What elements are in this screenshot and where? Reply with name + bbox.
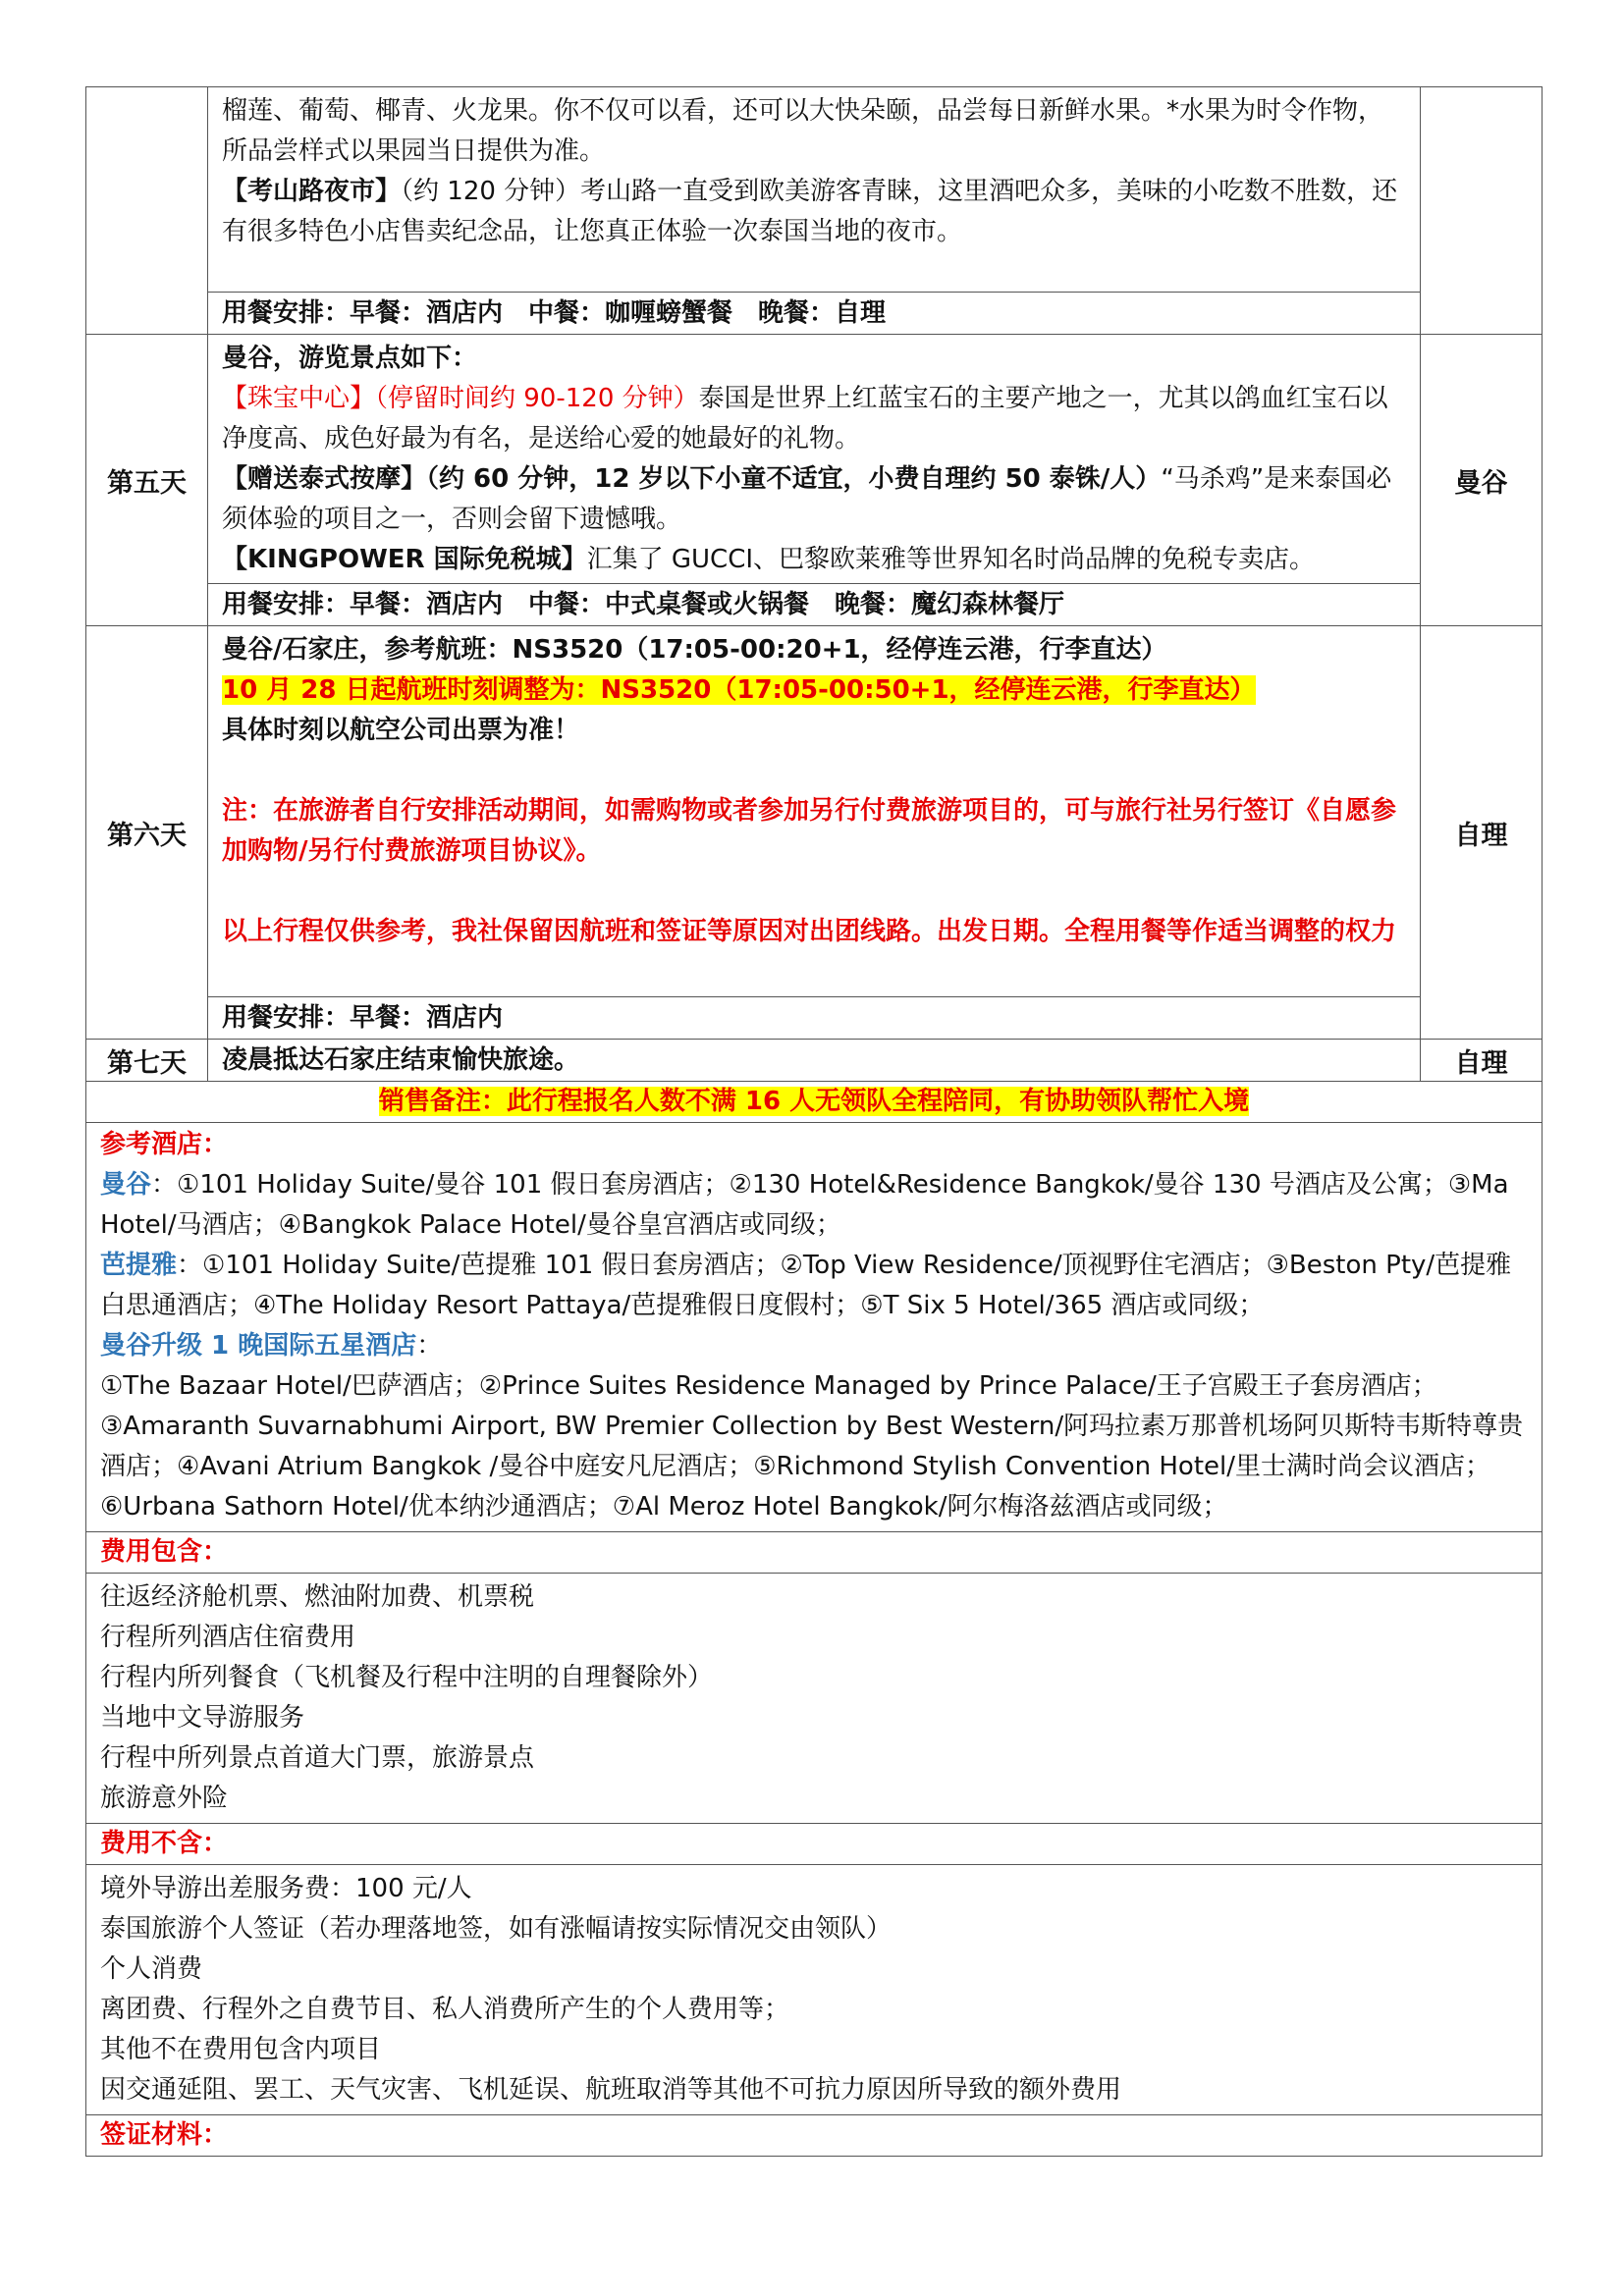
visa-section (85, 2115, 1543, 2157)
day5-meal: 用餐安排：早餐：酒店内 中餐：中式桌餐或火锅餐 晚餐：魔幻森林餐厅 (208, 583, 1420, 625)
pattaya-hotels-label: 芭提雅 (100, 1251, 178, 1280)
day7-stay: 自理 (1421, 1040, 1543, 1082)
day4-continuation-row (86, 87, 1543, 335)
day4-fruit-text: 榴莲、葡萄、椰青、火龙果。你不仅可以看，还可以大快朵颐，品尝每日新鲜水果。*水果为时令作物，所品尝样式以果园当日提供为准。 (222, 96, 1384, 166)
excluded-item: 离团费、行程外之自费节目、私人消费所产生的个人费用等； (100, 1995, 790, 2024)
day6-flight-change-line (222, 670, 1406, 711)
day4-content-cell (208, 87, 1421, 335)
upgrade-hotels-colon: ： (416, 1331, 443, 1361)
day6-flight: 曼谷/石家庄，参考航班：NS3520（17:05-00:20+1，经停连云港，行李直达） (222, 635, 1167, 665)
day5-massage-paragraph (222, 459, 1406, 540)
upgrade-hotels-list: ①The Bazaar Hotel/巴萨酒店；②Prince Suites Residence Managed by Prince Palace/王子宫殿王子套房酒店；③Amaranth Suvarnabhumi Airport, BW Premier Collection by Best Western/阿玛拉素万那普机场阿贝斯特韦斯特尊贵酒店；④Avani Atrium Bangkok /曼谷中庭安凡尼酒店；⑤Richmond Stylish Convention Hotel/里士满时尚会议酒店；⑥Urbana Sathorn Hotel/优本纳沙通酒店；⑦Al Meroz Hotel Bangkok/阿尔梅洛兹酒店或同级； (100, 1371, 1524, 1522)
day4-khaosan-paragraph (222, 172, 1406, 252)
massage-text: “马杀鸡”是来泰国必须体验的项目之一，否则会留下遗憾哦。 (222, 464, 1392, 534)
day6-disclaimer: 以上行程仅供参考，我社保留因航班和签证等原因对出团线路。出发日期。全程用餐等作适当调整的权力 (222, 917, 1397, 946)
included-title: 费用包含： (86, 1532, 1542, 1574)
excluded-item: 泰国旅游个人签证（若办理落地签，如有涨幅请按实际情况交由领队） (100, 1914, 893, 1944)
day7-row (86, 1040, 1543, 1082)
kingpower-text: 汇集了 GUCCI、巴黎欧莱雅等世界知名时尚品牌的免税专卖店。 (586, 545, 1316, 574)
kingpower-title: 【KINGPOWER 国际免税城】 (222, 545, 587, 574)
excluded-item: 其他不在费用包含内项目 (100, 2035, 382, 2064)
excluded-item: 境外导游出差服务费：100 元/人 (100, 1874, 472, 1903)
day6-content-cell (208, 626, 1421, 1040)
included-item: 行程中所列景点首道大门票，旅游景点 (100, 1743, 535, 1773)
day6-stay: 自理 (1421, 626, 1543, 1040)
included-item: 旅游意外险 (100, 1784, 229, 1813)
jewel-center-title: 【珠宝中心】（停留时间约 90-120 分钟） (222, 384, 699, 413)
visa-title: 签证材料： (100, 2120, 229, 2150)
day6-flight-note: 具体时刻以航空公司出票为准！ (222, 716, 580, 745)
day5-jewel-paragraph (222, 379, 1406, 459)
day4-stay-cell (1421, 87, 1543, 335)
massage-title: 【赠送泰式按摩】（约 60 分钟，12 岁以下小童不适宜，小费自理约 50 泰铢/人） (222, 464, 1162, 494)
day7-label: 第七天 (86, 1040, 208, 1082)
day6-row (86, 626, 1543, 1040)
upgrade-hotels-heading (100, 1326, 1528, 1366)
upgrade-hotels-label: 曼谷升级 1 晚国际五星酒店 (100, 1331, 417, 1361)
included-item: 行程所列酒店住宿费用 (100, 1623, 356, 1652)
khaosan-title: 【考山路夜市】 (222, 177, 402, 206)
bangkok-hotels-list: ：①101 Holiday Suite/曼谷 101 假日套房酒店；②130 Hotel&Residence Bangkok/曼谷 130 号酒店及公寓；③Ma Hotel/马酒店；④Bangkok Palace Hotel/曼谷皇宫酒店或同级； (100, 1170, 1509, 1240)
day6-flight-change: 10 月 28 日起航班时刻调整为：NS3520（17:05-00:50+1，经停连云港，行李直达） (222, 675, 1256, 705)
day4-meal: 用餐安排：早餐：酒店内 中餐：咖喱螃蟹餐 晚餐：自理 (208, 292, 1420, 334)
pattaya-hotels (100, 1246, 1528, 1326)
included-list (86, 1574, 1542, 1823)
khaosan-text: （约 120 分钟）考山路一直受到欧美游客青睐，这里酒吧众多，美味的小吃数不胜数，还有很多特色小店售卖纪念品，让您真正体验一次泰国当地的夜市。 (222, 177, 1398, 246)
included-item: 当地中文导游服务 (100, 1703, 305, 1733)
hotels-title: 参考酒店： (100, 1130, 229, 1159)
excluded-title: 费用不含： (86, 1824, 1542, 1865)
day5-stay: 曼谷 (1421, 335, 1543, 626)
day5-content-cell (208, 335, 1421, 626)
day5-label: 第五天 (86, 335, 208, 626)
jewel-center-text: 泰国是世界上红蓝宝石的主要产地之一，尤其以鸽血红宝石以净度高、成色好最为有名，是送给心爱的她最好的礼物。 (222, 384, 1388, 454)
included-item: 往返经济舱机票、燃油附加费、机票税 (100, 1582, 535, 1612)
bangkok-hotels-label: 曼谷 (100, 1170, 152, 1200)
excluded-item: 个人消费 (100, 1954, 203, 1984)
hotels-section (85, 1123, 1543, 1532)
itinerary-document (85, 86, 1543, 2157)
day5-row (86, 335, 1543, 626)
day5-kingpower-paragraph (222, 540, 1406, 580)
sales-note: 销售备注：此行程报名人数不满 16 人无领队全程陪同，有协助领队帮忙入境 (378, 1087, 1250, 1116)
excluded-item: 因交通延阻、罢工、天气灾害、飞机延误、航班取消等其他不可抗力原因所导致的额外费用 (100, 2075, 1122, 2105)
excluded-section (85, 1824, 1543, 2115)
day5-intro: 曼谷，游览景点如下： (222, 344, 478, 373)
sales-note-row (85, 1082, 1543, 1123)
included-item: 行程内所列餐食（飞机餐及行程中注明的自理餐除外） (100, 1663, 714, 1692)
day6-meal: 用餐安排：早餐：酒店内 (208, 996, 1420, 1039)
excluded-list (86, 1865, 1542, 2114)
day6-label: 第六天 (86, 626, 208, 1040)
bangkok-hotels (100, 1165, 1528, 1246)
included-section (85, 1532, 1543, 1824)
itinerary-table (85, 86, 1543, 1082)
pattaya-hotels-list: ：①101 Holiday Suite/芭提雅 101 假日套房酒店；②Top View Residence/顶视野住宅酒店；③Beston Pty/芭提雅白思通酒店；④The Holiday Resort Pattaya/芭提雅假日度假村；⑤T Six 5 Hotel/365 酒店或同级； (100, 1251, 1512, 1320)
day6-shopping-note: 注：在旅游者自行安排活动期间，如需购物或者参加另行付费旅游项目的，可与旅行社另行签订《自愿参加购物/另行付费旅游项目协议》。 (222, 796, 1397, 866)
day4-label-cell (86, 87, 208, 335)
day7-text: 凌晨抵达石家庄结束愉快旅途。 (222, 1045, 580, 1075)
day7-content-cell (208, 1040, 1421, 1082)
